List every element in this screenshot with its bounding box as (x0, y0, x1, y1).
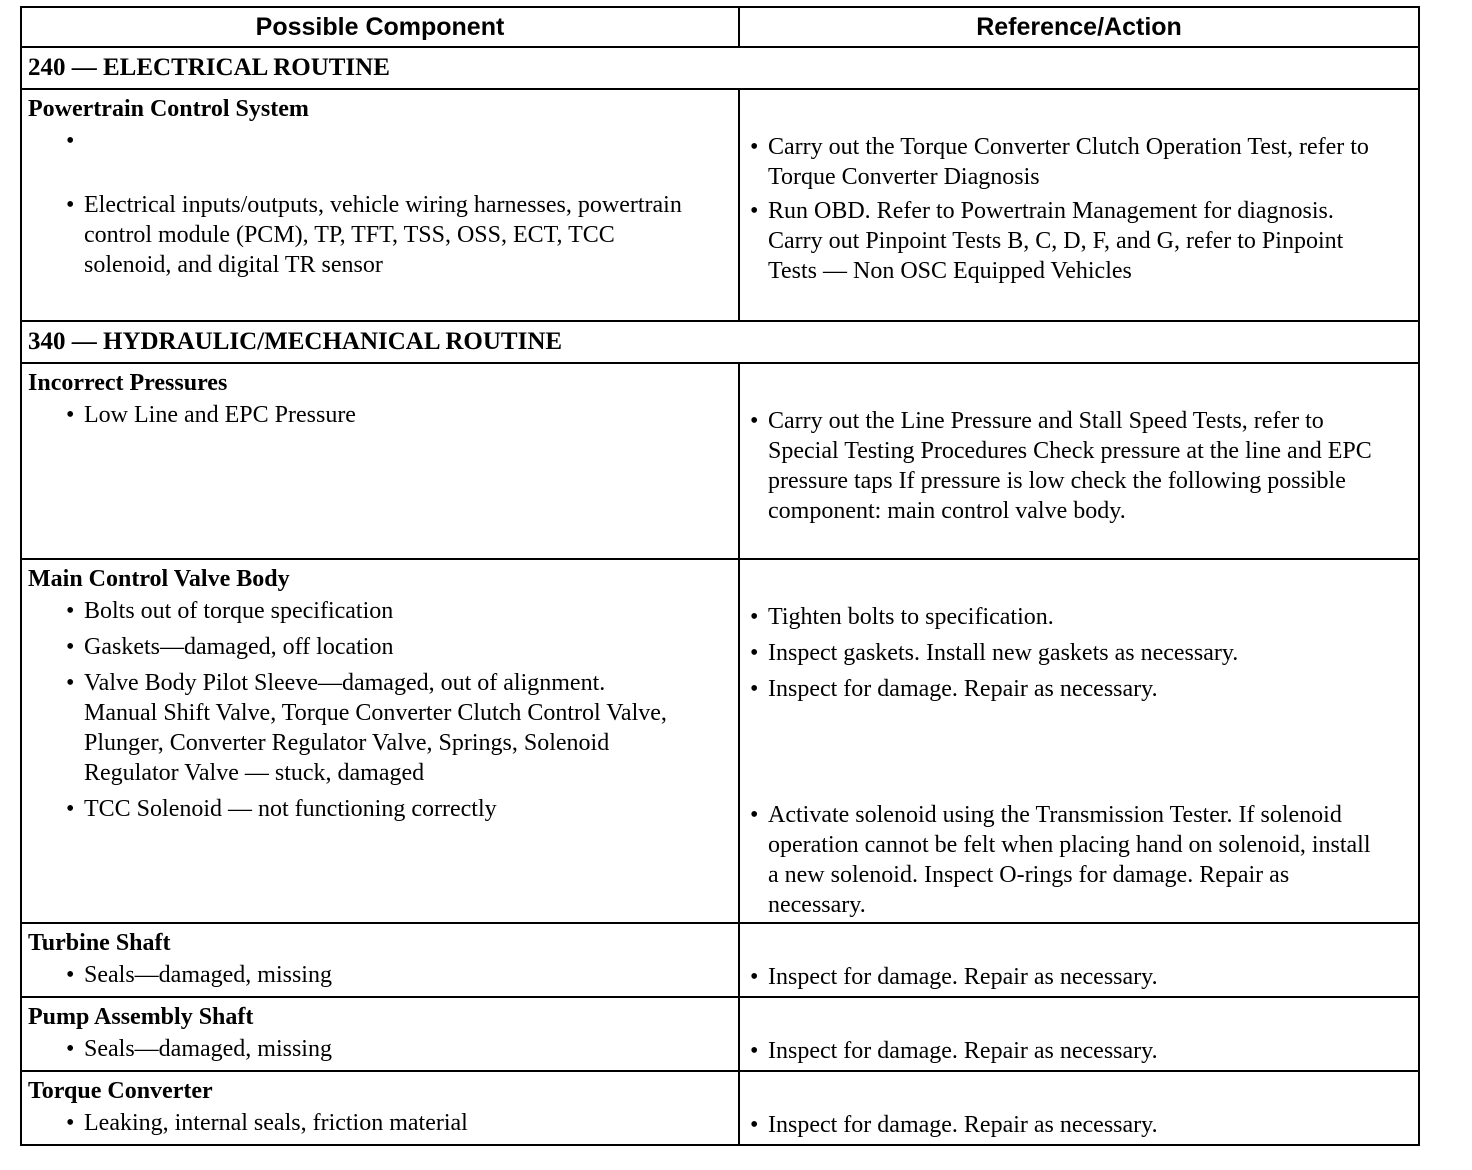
group-title: Torque Converter (28, 1078, 213, 1104)
action-item: • Inspect for damage. Repair as necessary. (750, 1112, 1158, 1138)
group-title: Pump Assembly Shaft (28, 1004, 254, 1030)
component-item: • Seals—damaged, missing (66, 1036, 332, 1062)
group-title: Turbine Shaft (28, 930, 171, 956)
diagnostic-table (20, 6, 1420, 1146)
component-item: • Leaking, internal seals, friction material (66, 1110, 468, 1136)
header-reference-action: Reference/Action (739, 7, 1419, 47)
action-item: • Carry out the Line Pressure and Stall Speed Tests, refer to Special Testing Procedures Check pressure at the line and EPC pressure taps If pressure is low check the following possible component: main control valve body. (750, 408, 1372, 524)
component-cell (21, 89, 739, 321)
component-item: • Gaskets—damaged, off location (66, 634, 394, 660)
group-row-torque-converter (21, 1071, 1419, 1145)
component-cell (21, 923, 739, 997)
action-cell (739, 1071, 1419, 1145)
component-cell (21, 997, 739, 1071)
action-cell (739, 363, 1419, 559)
section-title: 340 — HYDRAULIC/MECHANICAL ROUTINE (21, 321, 1419, 363)
action-item: • Activate solenoid using the Transmission Tester. If solenoid operation cannot be felt when placing hand on solenoid, install a new solenoid. Inspect O-rings for damage. Repair as necessary. (750, 802, 1371, 918)
component-cell (21, 559, 739, 923)
component-cell (21, 1071, 739, 1145)
header-row (21, 7, 1419, 47)
action-cell (739, 997, 1419, 1071)
action-item: • Tighten bolts to specification. (750, 604, 1054, 630)
action-item: • Run OBD. Refer to Powertrain Management for diagnosis. Carry out Pinpoint Tests B, C, D, F, and G, refer to Pinpoint Tests — Non OSC Equipped Vehicles (750, 198, 1344, 284)
action-cell (739, 89, 1419, 321)
action-cell (739, 559, 1419, 923)
component-item: • (66, 128, 75, 154)
group-row-incorrect-pressures (21, 363, 1419, 559)
action-item: • Inspect for damage. Repair as necessary. (750, 676, 1158, 702)
component-item: • Bolts out of torque specification (66, 598, 394, 624)
group-row-powertrain-control (21, 89, 1419, 321)
group-row-main-control-valve-body (21, 559, 1419, 923)
diagnostic-table-page (20, 6, 1418, 1146)
header-possible-component: Possible Component (21, 7, 739, 47)
group-title: Incorrect Pressures (28, 370, 228, 396)
component-item: • Seals—damaged, missing (66, 962, 332, 988)
section-title: 240 — ELECTRICAL ROUTINE (21, 47, 1419, 89)
component-item: • Low Line and EPC Pressure (66, 402, 356, 428)
action-item: • Inspect for damage. Repair as necessary. (750, 1038, 1158, 1064)
group-row-pump-assembly-shaft (21, 997, 1419, 1071)
section-row-hydraulic (21, 321, 1419, 363)
component-item: • Valve Body Pilot Sleeve—damaged, out of alignment. Manual Shift Valve, Torque Converter Clutch Control Valve, Plunger, Converter Regulator Valve, Springs, Solenoid Regulator Valve — stuck, damaged (66, 670, 667, 786)
group-row-turbine-shaft (21, 923, 1419, 997)
group-title: Main Control Valve Body (28, 566, 290, 592)
action-cell (739, 923, 1419, 997)
section-row-electrical (21, 47, 1419, 89)
component-cell (21, 363, 739, 559)
action-item: • Inspect gaskets. Install new gaskets as necessary. (750, 640, 1239, 666)
group-title: Powertrain Control System (28, 96, 309, 122)
component-item: • TCC Solenoid — not functioning correctly (66, 796, 497, 822)
action-item: • Inspect for damage. Repair as necessary. (750, 964, 1158, 990)
component-item: • Electrical inputs/outputs, vehicle wiring harnesses, powertrain control module (PCM), TP, TFT, TSS, OSS, ECT, TCC solenoid, and digital TR sensor (66, 192, 682, 278)
action-item: • Carry out the Torque Converter Clutch Operation Test, refer to Torque Converter Diagnosis (750, 134, 1369, 190)
